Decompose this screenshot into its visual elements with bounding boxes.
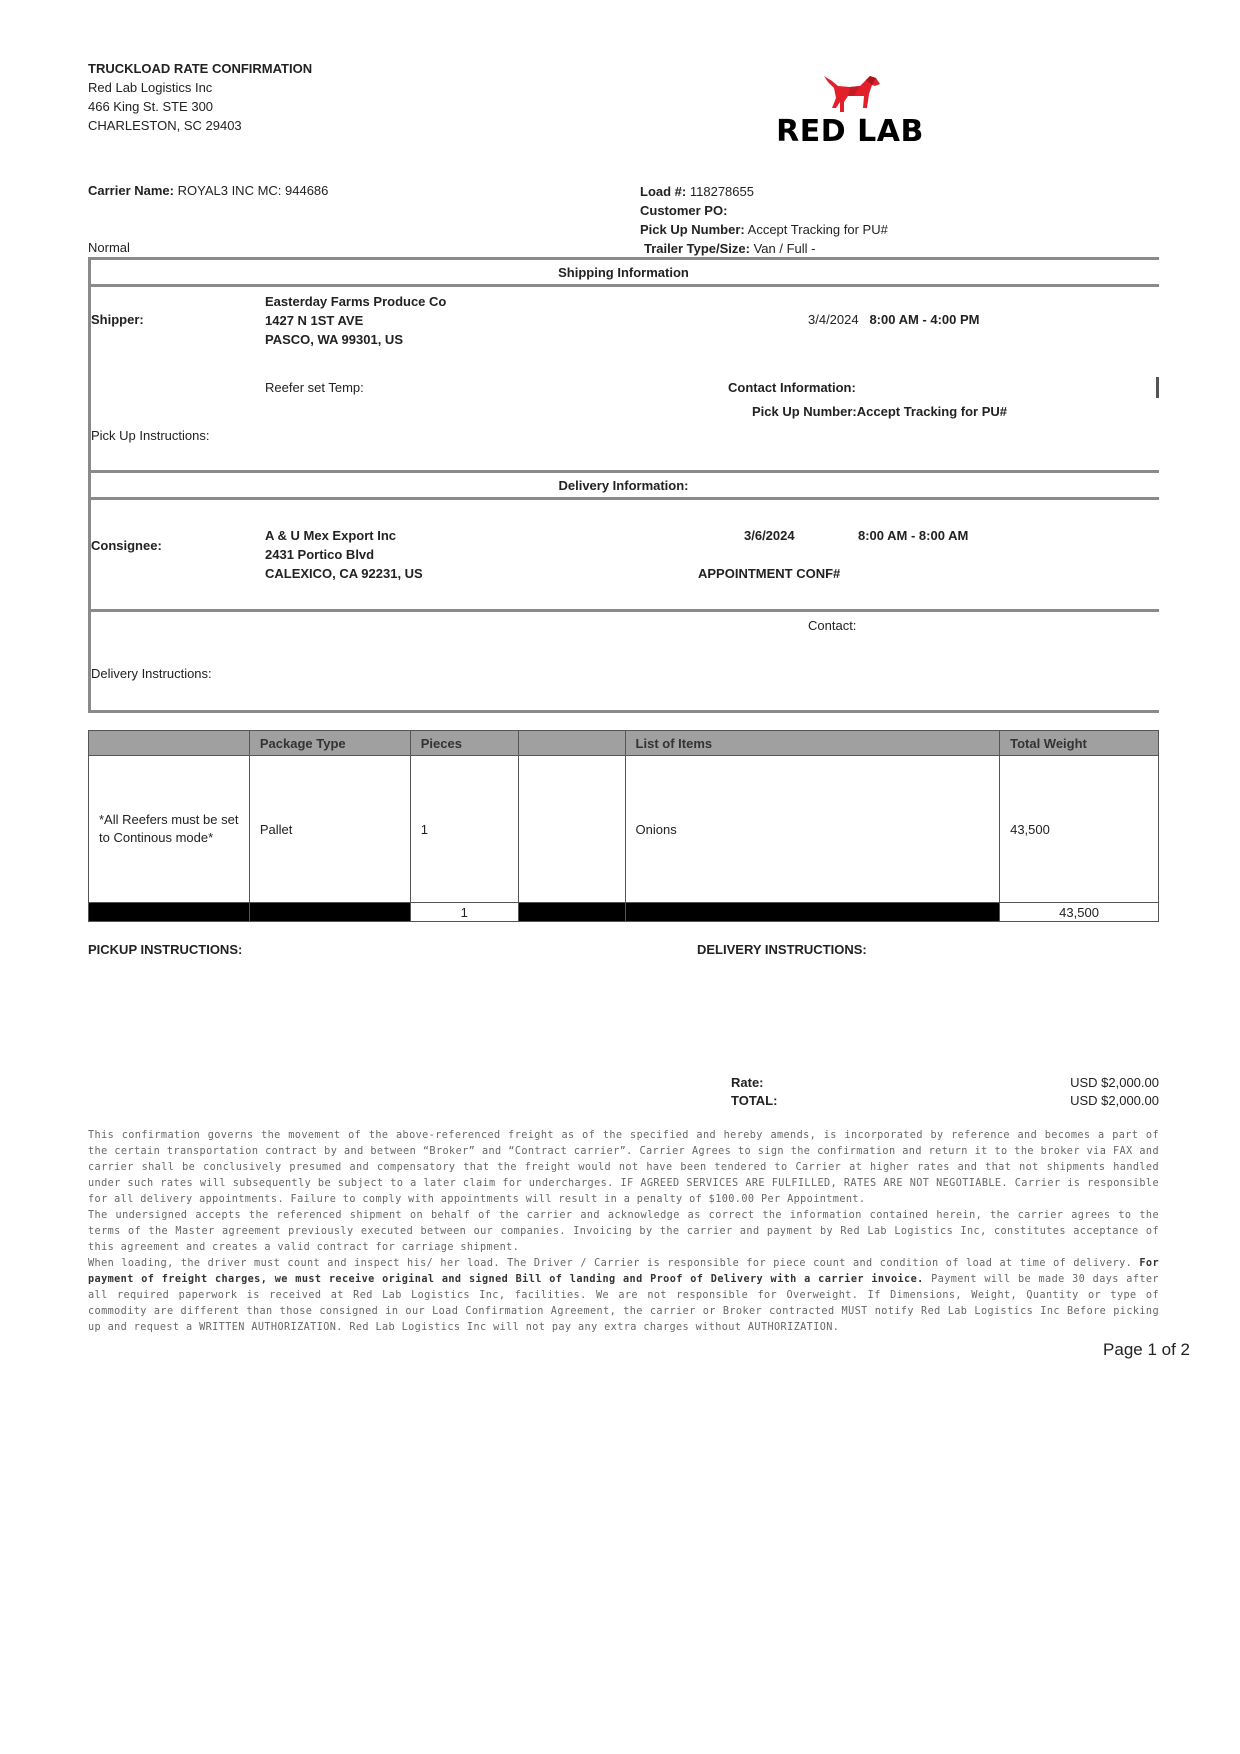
load-number-label: Load #: bbox=[640, 184, 687, 199]
total-pieces: 1 bbox=[410, 903, 518, 922]
reefer-temp-label: Reefer set Temp: bbox=[265, 380, 364, 395]
divider bbox=[88, 257, 1159, 260]
document-title: TRUCKLOAD RATE CONFIRMATION bbox=[88, 61, 313, 76]
appointment-label: APPOINTMENT CONF# bbox=[698, 566, 841, 581]
terms-text: Payment will be made 30 days after all required paperwork is received at Red Lab Logistics Inc, facilities. We are not responsible for Overweight. If Dimensions, Weight, Quantity or type of commodity are different than those consigned in our Load Confirmation Agreement, the carrier or Broker contracted MUST notify Red Lab Logistics Inc Before picking up and request a WRITTEN AUTHORIZATION. Red Lab Logistics Inc will not pay any extra charges without AUTHORIZATION. bbox=[88, 1274, 1159, 1333]
company-address-line1: 466 King St. STE 300 bbox=[88, 99, 214, 114]
pickup-number-row bbox=[640, 220, 888, 239]
delivery-contact-label: Contact: bbox=[808, 618, 857, 633]
carrier-name-value: ROYAL3 INC MC: 944686 bbox=[177, 183, 329, 198]
extra-cell bbox=[518, 756, 625, 903]
red-lab-logo bbox=[770, 74, 930, 154]
divider bbox=[1156, 377, 1159, 398]
consignee-city: CALEXICO, CA 92231, US bbox=[265, 566, 423, 581]
shipper-name: Easterday Farms Produce Co bbox=[265, 294, 447, 309]
items-table bbox=[88, 730, 1159, 922]
column-header-list-of-items: List of Items bbox=[625, 731, 1000, 756]
divider bbox=[88, 710, 1159, 713]
table-row bbox=[89, 756, 1159, 903]
total-value: USD $2,000.00 bbox=[1070, 1093, 1159, 1108]
load-number-row bbox=[640, 182, 888, 201]
shipper-city: PASCO, WA 99301, US bbox=[265, 332, 403, 347]
shipper-pickup-number-value: Accept Tracking for PU# bbox=[856, 404, 1008, 419]
totals-blank bbox=[249, 903, 410, 922]
shipper-pickup-number-label: Pick Up Number: bbox=[752, 404, 857, 419]
rate-value: USD $2,000.00 bbox=[1070, 1075, 1159, 1090]
weight-cell: 43,500 bbox=[1000, 756, 1159, 903]
load-number-value: 118278655 bbox=[689, 184, 754, 199]
delivery-instructions-heading: DELIVERY INSTRUCTIONS: bbox=[697, 942, 867, 957]
carrier-name-label: Carrier Name: bbox=[88, 183, 174, 198]
shipper-time: 8:00 AM - 4:00 PM bbox=[869, 312, 980, 327]
dog-logo-icon bbox=[820, 74, 882, 116]
delivery-time: 8:00 AM - 8:00 AM bbox=[858, 528, 969, 543]
consignee-street: 2431 Portico Blvd bbox=[265, 547, 375, 562]
load-info bbox=[640, 182, 888, 258]
company-address-line2: CHARLESTON, SC 29403 bbox=[88, 118, 242, 133]
consignee-label: Consignee: bbox=[91, 538, 162, 553]
divider bbox=[88, 497, 1159, 500]
consignee-address bbox=[265, 526, 423, 583]
column-header-total-weight: Total Weight bbox=[1000, 731, 1159, 756]
rate-label: Rate: bbox=[731, 1075, 764, 1090]
shipper-date: 3/4/2024 bbox=[808, 312, 859, 327]
customer-po-row bbox=[640, 201, 888, 220]
shipper-label: Shipper: bbox=[91, 312, 144, 327]
company-name: Red Lab Logistics Inc bbox=[88, 80, 213, 95]
shipping-section-title: Shipping Information bbox=[558, 265, 689, 280]
terms-paragraph: This confirmation governs the movement of the above-referenced freight as of the specified and hereby amends, is incorporated by reference and becomes a part of the certain transportation contract by and between “Broker” and “Contract carrier”. Carrier Agrees to sign the confirmation and return it to the broker via FAX and carrier shall be conclusively presumed and compensatory that the freight would not have been tendered to Carrier at higher rates and that not shipments handled under such rates will subsequently be subject to a later claim for undercharges. IF AGREED SERVICES ARE FULFILLED, RATES ARE NOT NEGOTIABLE. Carrier is responsible for all delivery appointments. Failure to comply with appointments will result in a penalty of $100.00 Per Appointment. bbox=[88, 1130, 1159, 1205]
reefer-note: *All Reefers must be set to Continous mode* bbox=[89, 756, 250, 903]
totals-blank bbox=[89, 903, 250, 922]
pickup-number-value: Accept Tracking for PU# bbox=[747, 222, 888, 237]
shipper-pickup-number bbox=[752, 404, 1007, 419]
totals-blank bbox=[518, 903, 625, 922]
column-header-pieces: Pieces bbox=[410, 731, 518, 756]
customer-po-label: Customer PO: bbox=[640, 203, 728, 218]
divider bbox=[88, 609, 1159, 612]
page-number: Page 1 of 2 bbox=[1103, 1340, 1190, 1359]
trailer-value: Van / Full - bbox=[753, 241, 816, 256]
total-label: TOTAL: bbox=[731, 1093, 778, 1108]
trailer-row bbox=[640, 239, 888, 258]
contact-info-label: Contact Information: bbox=[728, 380, 856, 395]
pickup-number-label: Pick Up Number: bbox=[640, 222, 745, 237]
shipper-schedule bbox=[808, 312, 980, 327]
package-type-cell: Pallet bbox=[249, 756, 410, 903]
carrier-name-row bbox=[88, 183, 328, 198]
totals-row bbox=[89, 903, 1159, 922]
column-header bbox=[518, 731, 625, 756]
divider bbox=[88, 470, 1159, 473]
shipper-street: 1427 N 1ST AVE bbox=[265, 313, 364, 328]
pickup-instructions-label: Pick Up Instructions: bbox=[91, 428, 210, 443]
delivery-instructions-label: Delivery Instructions: bbox=[91, 666, 212, 681]
column-header bbox=[89, 731, 250, 756]
terms-text: When loading, the driver must count and inspect his/ her load. The Driver / Carrier is responsible for piece count and condition of load at time of delivery. bbox=[88, 1258, 1133, 1269]
divider bbox=[88, 284, 1159, 287]
service-level: Normal bbox=[88, 240, 130, 255]
column-header-package-type: Package Type bbox=[249, 731, 410, 756]
terms-paragraph: The undersigned accepts the referenced shipment on behalf of the carrier and acknowledge as correct the information contained herein, the carrier agrees to the terms of the Master agreement previously executed between our companies. Invoicing by the carrier and payment by Red Lab Logistics Inc, constitutes acceptance of this agreement and creates a valid contract for carriage shipment. bbox=[88, 1210, 1159, 1253]
shipper-address bbox=[265, 292, 446, 349]
terms-and-conditions bbox=[88, 1128, 1159, 1336]
delivery-date: 3/6/2024 bbox=[744, 528, 795, 543]
consignee-name: A & U Mex Export Inc bbox=[265, 528, 396, 543]
items-table-header bbox=[89, 731, 1159, 756]
trailer-label: Trailer Type/Size: bbox=[644, 241, 750, 256]
payment-terms-bold: For payment of freight charges, we must receive original and signed Bill of landing and Proof of Delivery with a carrier invoice. bbox=[88, 1258, 1159, 1285]
total-weight: 43,500 bbox=[1000, 903, 1159, 922]
logo-text: RED LAB bbox=[776, 114, 924, 149]
pickup-instructions-heading: PICKUP INSTRUCTIONS: bbox=[88, 942, 243, 957]
header-address bbox=[88, 59, 312, 135]
pieces-cell: 1 bbox=[410, 756, 518, 903]
item-cell: Onions bbox=[625, 756, 1000, 903]
delivery-section-title: Delivery Information: bbox=[558, 478, 689, 493]
terms-paragraph bbox=[88, 1256, 1159, 1336]
totals-blank bbox=[625, 903, 1000, 922]
